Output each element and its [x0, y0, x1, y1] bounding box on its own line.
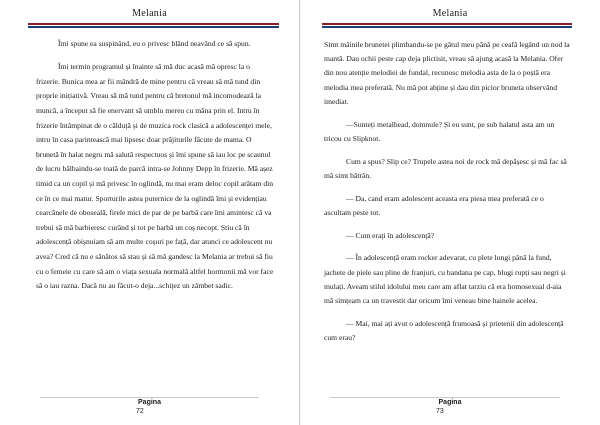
left-page-header: Melania	[132, 8, 167, 19]
right-paragraph: — Mai, mai ați avut o adolescență frumoasă și prietenii din adolescență cum erau?	[324, 318, 564, 343]
left-page-footer	[0, 398, 299, 416]
right-paragraph: Simt mâinile brunetei plimbandu-se pe gâtul meu până pe ceafă legând un nod la mantă. Dau ochii peste cap deja plictisit, vreau să ajung acasă la Melania. Ofer din nou atenție melodiei de fundal, recunosc melodia asta de la o poștă era melodia mea preferată. Nu mă pot abține și dau din picior bruneta observând imediat.	[324, 40, 570, 106]
left-paragraph: Îmi spune ea suspinând, eu o privesc blând neavând ce să spun.	[58, 39, 251, 48]
left-header-rule-blue	[28, 26, 279, 28]
right-header-rule-blue	[322, 26, 572, 28]
right-header-rules	[322, 23, 572, 28]
right-page-header: Melania	[432, 8, 468, 19]
right-footer-label: Pagina	[438, 399, 462, 406]
right-page-body	[324, 38, 570, 354]
left-footer-label: Pagina	[138, 399, 161, 406]
left-paragraph: Îmi termin programul și înainte să mă duc acasă mă opresc la o frizerie. Bunica mea ar fii mândră de mine pentru că vreau să mă tund din proprie inițiativă. Vreau să mă tund pentru că bretonul mă incomodează la muncă, a început să fie enervant să umblu mereu cu mâna prin el. Intru în frizerie întâmpinat de o călduță și de muzica rock clasică a adolescenței mele, intru în casa parintească mai lipsesc doar prăjiturile făcute de mama. O brunetă în halat negru mă salută respectuos și îmi spune să iau loc pe scaunul de lucru bâlbaindu-se toată de parcă intra-se Johnny Depp în frizerie. Mă așez timid ca un copil și mă privesc în oglindă, nu mai eram deloc copil arătam din ce în ce mai matur. Sporturile astea puternice de la oglindă îmi și evidențiau cearcănele de oboseală, firele mici de par de pe barbă care îmi amintesc că va trebui să mă barbieresc curând și tot pe barbă un coș necopt. Știu că în adolescență obișnuiam să am multe coșuri pe față, dar atunci ce adolescent nu avea? Cred că nu e sănătos să stau și să mă gandesc la Melania ar trebui să fiu cu o femeie cu care să am o viața sexuala normală altfel hormonii mă vor face să o iau razna. Dacă nu au făcut-o deja...schițez un zâmbet sadic.	[36, 62, 274, 291]
left-page-number: 72	[136, 408, 144, 415]
right-page	[300, 0, 600, 425]
right-page-number: 73	[436, 408, 444, 415]
right-paragraph: — Da, cand eram adolescent aceasta era piesa mea preferată ce o ascultam peste tot.	[324, 193, 544, 217]
right-page-footer	[300, 398, 600, 416]
right-paragraph: Cum a spus? Slip ce? Trupele astea noi de rock mă depășesc și mă fac să mă simt bătrân.	[324, 156, 567, 180]
right-paragraph: — În adolescență eram rocker adevarat, cu plete lungi până la fund, jachete de piele sau pline de franjuri, cu bandana pe cap, blugi rupți sau negri și mulați. Aveam stilul idolului meu care am aflat tarziu că era homosexual d-aia mă simțeam ca un travestit dar oricum îmi veneau bine hainele acelea.	[324, 253, 566, 306]
left-header-rules	[28, 23, 279, 28]
right-paragraph: —Sunteți metalhead, domnule? Și eu sunt, pe sub halatul asta am un tricou cu Slipknot.	[324, 119, 555, 143]
right-paragraph: — Cum erați în adolescență?	[346, 230, 435, 240]
left-page-body	[36, 37, 275, 302]
